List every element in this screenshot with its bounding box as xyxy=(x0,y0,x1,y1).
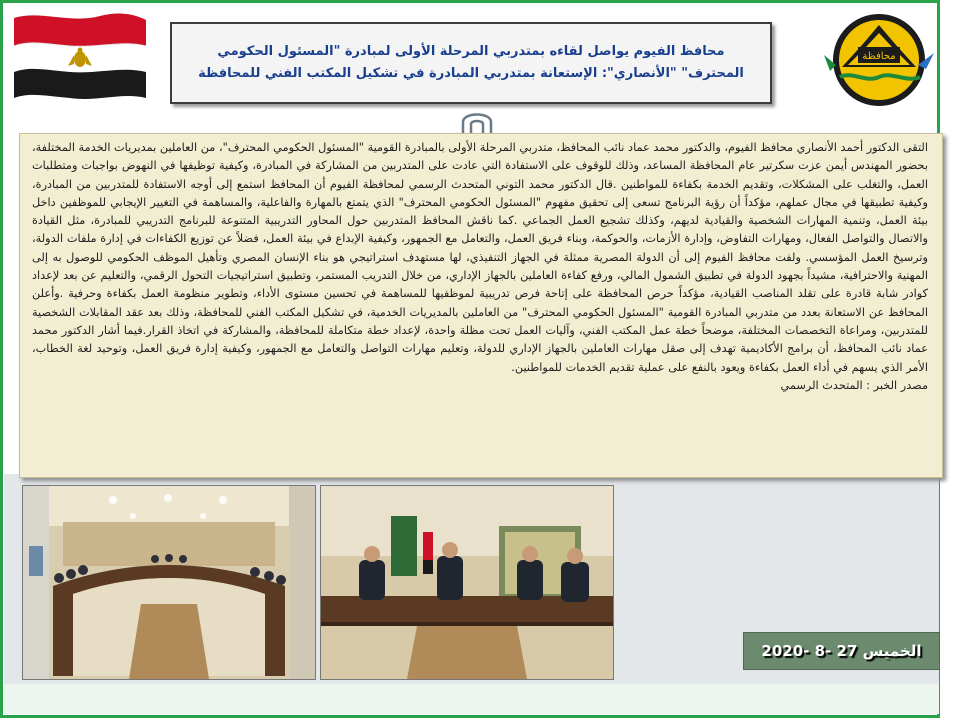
svg-text:محافظة: محافظة xyxy=(862,51,896,62)
article-body-box xyxy=(19,133,943,478)
article-body-text: التقى الدكتور أحمد الأنصاري محافظ الفيوم، والدكتور محمد عماد نائب المحافظ، متدربي المرحلة الأولى بالمبادرة القومية "المسئول الحكومي المحترف"، من العاملين بمديريات الخدمة المختلفة، بحضور المهندس أيمن عزت سكرتير عام المحافظة المساعد، وذلك للوقوف على الاستفادة التي عادت على المتدربين من المشاركة في المبادرة، وكيفية توظيفها في النهوض بواجبات ومتطلبات العمل، والتغلب على المشكلات، وتقديم الخدمة بكفاءة للمواطنين .قال الدكتور محمد التوني المتحدث الرسمي لمحافظة الفيوم أن المحافظ استمع إلى أوجه الاستفادة للمتدربين من المبادرة، وكيفية تطبيقها في مجال عملهم، مؤكداً أن رؤية البرنامج تسعى إلى تحقيق مفهوم "المسئول الحكومي المحترف" الذي يتمتع بالمهارة والفاعلية، والمساهمة في التغيير الإيجابي للموظفين داخل بيئة العمل، وتنمية المهارات الشخصية والقيادية لديهم، وكذلك تشجيع العمل الجماعي .كما ناقش المحافظ المتدربين حول المحاور التدريبية المتنوعة للبرنامج التدريبي للمبادرة، مثل القيادة والاتصال والتواصل الفعال، ومهارات التفاوض، وإدارة الأزمات، والحوكمة، وبناء فريق العمل، والتعامل مع الجمهور، وكيفية الإبداع في بيئة العمل، فضلاً عن توزيع الكفاءات في إدارة ملفات الدولة، وترسيخ العمل المؤسسي. ولفت محافظ الفيوم إلى أن الدولة المصرية ممثلة في الجهاز التنفيذي، لها مستهدف استراتيجي هو بناء الإنسان المصري وتأهيل الموظف الحكومي للوصول به إلى المهنية والاحترافية، مشيداً بجهود الدولة في تطبيق الشمول المالي، ورفع كفاءة العاملين بالجهاز الإداري، من خلال التدريب المستمر، وتطبيق استراتيجيات التحول الرقمي، والتعليم عن بعد لإعداد كوادر شابة قادرة على تقلد المناصب القيادية، مؤكداً حرص المحافظة على إتاحة فرص تدريبية لموظفيها للمساهمة في تحسين مستوى الأداء، وتطوير منظومة العمل بكفاءة وحرفية .وأعلن المحافظ عن الاستعانة بعدد من متدربي المبادرة القومية "المسئول الحكومي المحترف" من العاملين بالمديريات الخدمية، في تشكيل المكتب الفني للمحافظة، وذلك بعد عقد المقابلات الشخصية للمتدربين، ومراعاة التخصصات المختلفة، موضحاً خطة عمل المكتب الفني، وآليات العمل تحت مظلة واحدة، لإعداد خطة متكاملة للمحافظة، والمشاركة في اتخاذ القرار.فيما أشار الدكتور محمد عماد نائب المحافظ، أن برامج الأكاديمية تهدف إلى صقل مهارات العاملين بالجهاز الإداري للدولة، وتعليم مهارات التواصل والتعامل مع الجمهور، وكيفية إدارة فريق العمل، وتوحيد لغة الخطاب، الأمر الذي يسهم في أداء العمل بكفاءة ويعود بالنفع على عملية تقديم الخدمات للمواطنين. xyxy=(31,141,928,374)
meeting-room-photo xyxy=(22,485,316,680)
governorate-logo xyxy=(822,5,937,115)
headline-box xyxy=(170,22,772,104)
officials-meeting-photo xyxy=(320,485,614,680)
date-text: الخميس 27 -8 -2020 xyxy=(761,642,922,660)
date-badge xyxy=(743,632,940,670)
footer-band xyxy=(4,684,939,714)
egypt-flag-image xyxy=(10,10,150,105)
news-source: مصدر الخبر : المتحدث الرسمي xyxy=(780,378,928,392)
headline-text: محافظ الفيوم يواصل لقاءه بمتدربي المرحلة الأولى لمبادرة "المسئول الحكومي المحترف" "الأنصاري": الإستعانة بمتدربي المبادرة في تشكيل المكتب الفني للمحافظة xyxy=(198,44,744,81)
